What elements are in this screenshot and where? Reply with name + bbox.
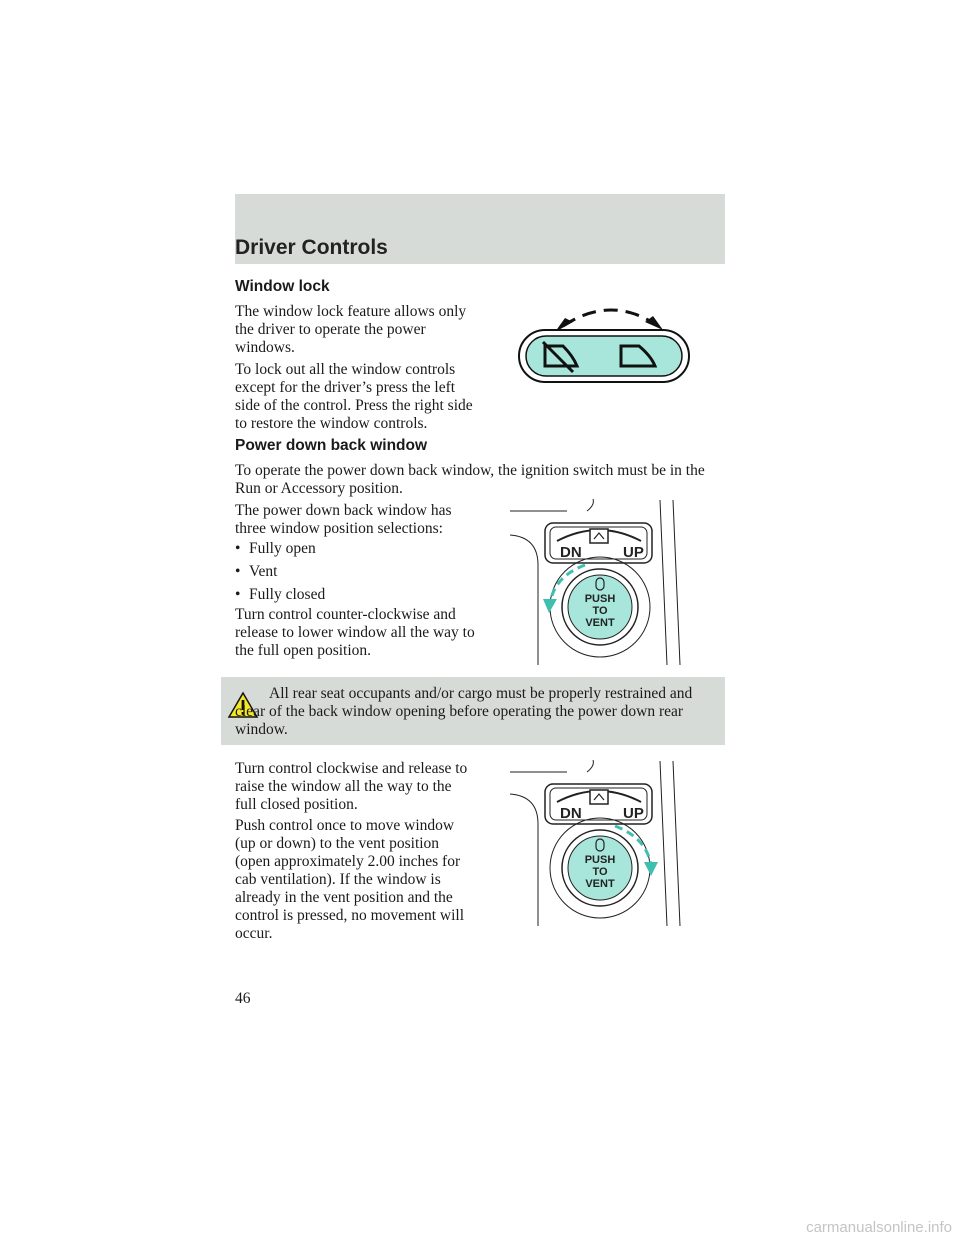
vent-label: VENT (585, 878, 615, 890)
to-label: TO (592, 605, 608, 617)
bullet-text: Fully closed (249, 586, 326, 603)
up-label: UP (623, 544, 644, 561)
bullet-item: • Fully closed (235, 586, 326, 603)
to-label: TO (592, 866, 608, 878)
ccw-arrow-icon (543, 599, 557, 613)
bullet-text: Fully open (249, 540, 316, 557)
control-cw-illustration (505, 758, 705, 930)
power-down-paragraph-1: To operate the power down back window, the ignition switch must be in the Run or Accessory position. (235, 462, 705, 497)
window-lock-switch-illustration (515, 300, 695, 390)
warning-text: All rear seat occupants and/or cargo must be properly restrained and clear of the back window opening before operating the power down rear window. (235, 685, 693, 738)
bullet-text: Vent (249, 563, 278, 580)
window-lock-heading: Window lock (235, 278, 330, 295)
section-header (235, 194, 725, 264)
power-down-heading: Power down back window (235, 437, 428, 454)
vent-label: VENT (585, 617, 615, 629)
page-number: 46 (235, 990, 251, 1007)
power-down-paragraph-5: Push control once to move window (up or down) to the vent position (open approximately 2.00 inches for cab ventilation). If the window is already in the vent position and the control is pressed, no movement will occur. (235, 817, 465, 942)
push-label: PUSH (584, 854, 616, 866)
dn-label: DN (560, 805, 582, 822)
push-label: PUSH (584, 593, 616, 605)
window-lock-paragraph-2: To lock out all the window controls except for the driver’s press the left side of the control. Press the right side to restore the window controls. (235, 361, 473, 432)
warning-box (221, 677, 725, 745)
watermark: carmanualsonline.info (806, 1219, 952, 1236)
power-down-paragraph-4: Turn control clockwise and release to raise the window all the way to the full closed position. (235, 760, 468, 813)
power-down-paragraph-3: Turn control counter-clockwise and release to lower window all the way to the full open position. (235, 606, 475, 659)
power-down-paragraph-2: The power down back window has three window position selections: (235, 502, 452, 537)
window-lock-paragraph-1: The window lock feature allows only the driver to operate the power windows. (235, 303, 467, 356)
control-ccw-illustration (505, 495, 705, 670)
bullet-item: • Fully open (235, 540, 316, 557)
section-title: Driver Controls (235, 236, 388, 259)
up-label: UP (623, 805, 644, 822)
cw-arrow-icon (644, 862, 658, 876)
dn-label: DN (560, 544, 582, 561)
bullet-item: • Vent (235, 563, 278, 580)
